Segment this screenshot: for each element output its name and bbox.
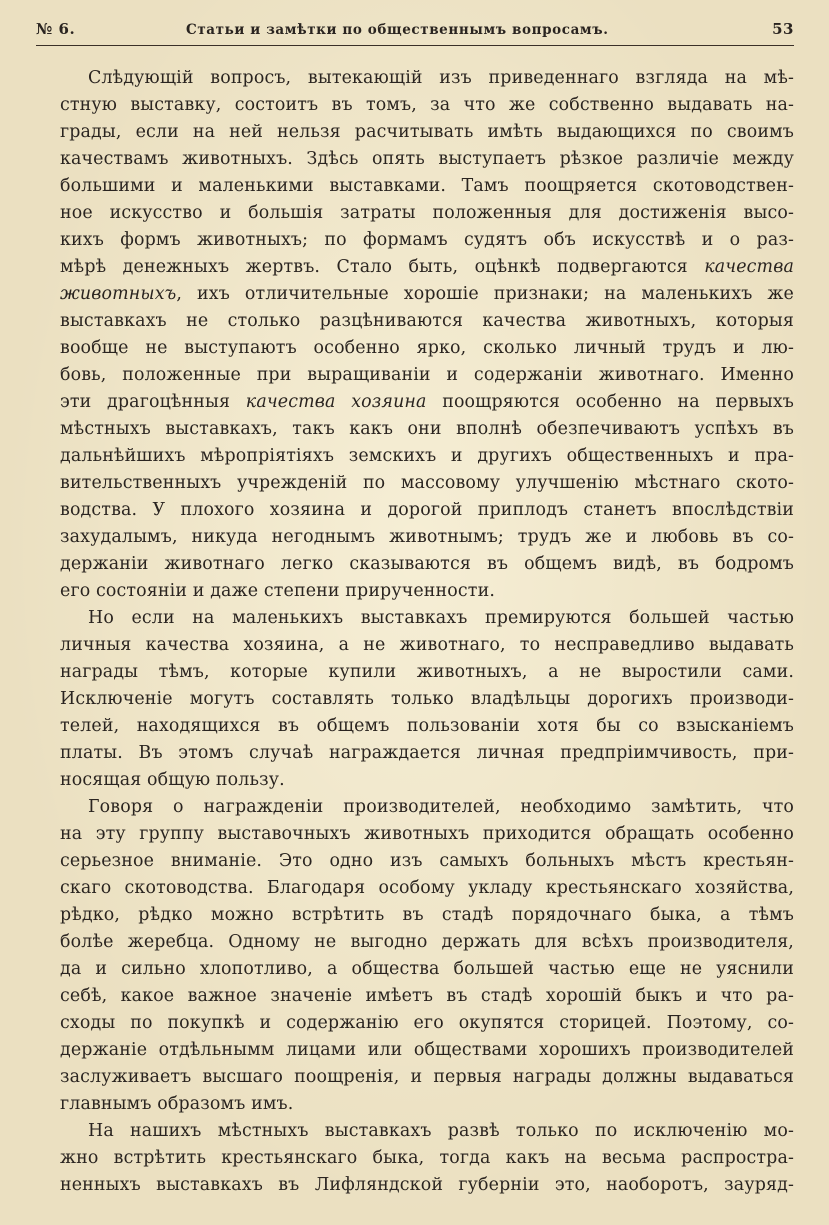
header-rule (36, 45, 794, 46)
text-run: ненныхъ выставкахъ въ Лифляндской губерніи это, наоборотъ, зауряд- (60, 1175, 794, 1195)
text-run: поощряются особенно на первыхъ (426, 392, 795, 412)
text-line (60, 929, 794, 956)
text-line (60, 65, 794, 92)
text-run: большими и маленькими выставками. Тамъ поощряется скотоводствен- (60, 176, 794, 196)
text-run: заслуживаетъ высшаго поощренія, и первыя награды должны выдаваться (60, 1067, 794, 1087)
text-line (60, 254, 794, 281)
text-line (60, 875, 794, 902)
text-line (60, 578, 794, 605)
text-run: держаніе отдѣльнымм лицами или обществами хорошихъ производителей (60, 1040, 794, 1060)
text-run: Исключеніе могутъ составлять только владѣльцы дорогихъ производи- (60, 689, 794, 709)
text-line (60, 632, 794, 659)
italic-emphasis: качества (704, 257, 794, 277)
text-line (60, 308, 794, 335)
text-line (60, 902, 794, 929)
text-line (60, 713, 794, 740)
text-run: грады, если на ней нельзя расчитывать имѣть выдающихся по своимъ (60, 122, 794, 142)
text-line (60, 1010, 794, 1037)
text-run: сходы по покупкѣ и содержанію его окупятся сторицей. Поэтому, со- (60, 1013, 794, 1033)
text-line (60, 956, 794, 983)
text-run: выставкахъ не столько разцѣниваются качества животныхъ, которыя (60, 311, 794, 331)
text-run: платы. Въ этомъ случаѣ награждается личная предпріимчивость, при- (60, 743, 794, 763)
text-run: Слѣдующій вопросъ, вытекающій изъ приведеннаго взгляда на мѣ- (88, 68, 794, 88)
text-run: вообще не выступаютъ особенно ярко, сколько личный трудъ и лю- (60, 338, 794, 358)
text-line (60, 1118, 794, 1145)
text-run: серьезное вниманіе. Это одно изъ самыхъ больныхъ мѣстъ крестьян- (60, 851, 794, 871)
text-line (60, 686, 794, 713)
text-line (60, 362, 794, 389)
text-run: бовь, положенные при выращиваніи и содержаніи животнаго. Именно (60, 365, 794, 385)
text-run: дальнѣйшихъ мѣропріятіяхъ земскихъ и другихъ общественныхъ и пра- (60, 446, 794, 466)
text-run: болѣе жеребца. Одному не выгодно держать для всѣхъ производителя, (60, 932, 794, 952)
text-run: ное искусство и большія затраты положенныя для достиженія высо- (60, 203, 794, 223)
running-title: Статьи и замѣтки по общественнымъ вопросамъ. (186, 22, 609, 38)
text-line (60, 227, 794, 254)
italic-emphasis: качества хозяина (245, 392, 427, 412)
text-run: носящая общую пользу. (60, 770, 285, 790)
text-run: главнымъ образомъ имъ. (60, 1094, 294, 1114)
text-line (60, 1091, 794, 1118)
text-line (60, 119, 794, 146)
text-run: держаніи животнаго легко сказываются въ общемъ видѣ, въ бодромъ (60, 554, 794, 574)
text-line (60, 200, 794, 227)
text-line (60, 173, 794, 200)
text-run: водства. У плохого хозяина и дорогой приплодъ станетъ впослѣдствіи (60, 500, 794, 520)
text-run: Но если на маленькихъ выставкахъ премируются большей частью (88, 608, 794, 628)
text-line (60, 92, 794, 119)
running-head (36, 18, 794, 44)
text-line (60, 470, 794, 497)
text-run: Говоря о награжденіи производителей, необходимо замѣтить, что (88, 797, 794, 817)
text-run: стную выставку, состоитъ въ томъ, за что же собственно выдавать на- (60, 95, 794, 115)
text-run: да и сильно хлопотливо, а общества большей частью еще не уяснили (60, 959, 794, 979)
article-body (60, 65, 794, 1199)
text-line (60, 794, 794, 821)
text-run: рѣдко, рѣдко можно встрѣтить въ стадѣ порядочнаго быка, а тѣмъ (60, 905, 794, 925)
text-line (60, 443, 794, 470)
text-line (60, 1145, 794, 1172)
text-line (60, 821, 794, 848)
text-line (60, 659, 794, 686)
text-line (60, 1172, 794, 1199)
text-run: мѣстныхъ выставкахъ, такъ какъ они вполнѣ обезпечиваютъ успѣхъ въ (60, 419, 794, 439)
text-line (60, 416, 794, 443)
text-run: телей, находящихся въ общемъ пользованіи хотя бы со взысканіемъ (60, 716, 794, 736)
text-run: его состояніи и даже степени прирученности. (60, 581, 495, 601)
text-line (60, 1037, 794, 1064)
text-line (60, 848, 794, 875)
text-run: , ихъ отличительные хорошіе признаки; на маленькихъ же (176, 284, 794, 304)
text-run: награды тѣмъ, которые купили животныхъ, а не выростили сами. (60, 662, 794, 682)
text-line (60, 335, 794, 362)
text-run: На нашихъ мѣстныхъ выставкахъ развѣ только по исключенію мо- (88, 1121, 794, 1141)
text-line (60, 497, 794, 524)
text-run: жно встрѣтить крестьянскаго быка, тогда какъ на весьма распростра- (60, 1148, 794, 1168)
text-run: себѣ, какое важное значеніе имѣетъ въ стадѣ хорошій быкъ и что ра- (60, 986, 794, 1006)
text-line (60, 551, 794, 578)
text-run: качествамъ животныхъ. Здѣсь опять выступаетъ рѣзкое различіе между (60, 149, 794, 169)
text-line (60, 767, 794, 794)
text-line (60, 740, 794, 767)
text-run: вительственныхъ учрежденій по массовому улучшенію мѣстнаго ското- (60, 473, 794, 493)
text-run: скаго скотоводства. Благодаря особому укладу крестьянскаго хозяйства, (60, 878, 794, 898)
page-number: 53 (772, 20, 794, 38)
text-run: захудалымъ, никуда негоднымъ животнымъ; трудъ же и любовь въ со- (60, 527, 794, 547)
text-line (60, 146, 794, 173)
issue-number: № 6. (36, 20, 76, 38)
italic-emphasis: животныхъ (60, 284, 177, 304)
text-run: мѣрѣ денежныхъ жертвъ. Стало быть, оцѣнкѣ подвергаются (60, 257, 705, 277)
text-line (60, 281, 794, 308)
text-line (60, 389, 794, 416)
text-run: на эту группу выставочныхъ животныхъ приходится обращать особенно (60, 824, 794, 844)
text-line (60, 524, 794, 551)
text-run: личныя качества хозяина, а не животнаго, то несправедливо выдавать (60, 635, 794, 655)
text-line (60, 1064, 794, 1091)
text-run: эти драгоцѣнныя (60, 392, 246, 412)
text-line (60, 605, 794, 632)
text-run: кихъ формъ животныхъ; по формамъ судятъ объ искусствѣ и о раз- (60, 230, 794, 250)
text-line (60, 983, 794, 1010)
